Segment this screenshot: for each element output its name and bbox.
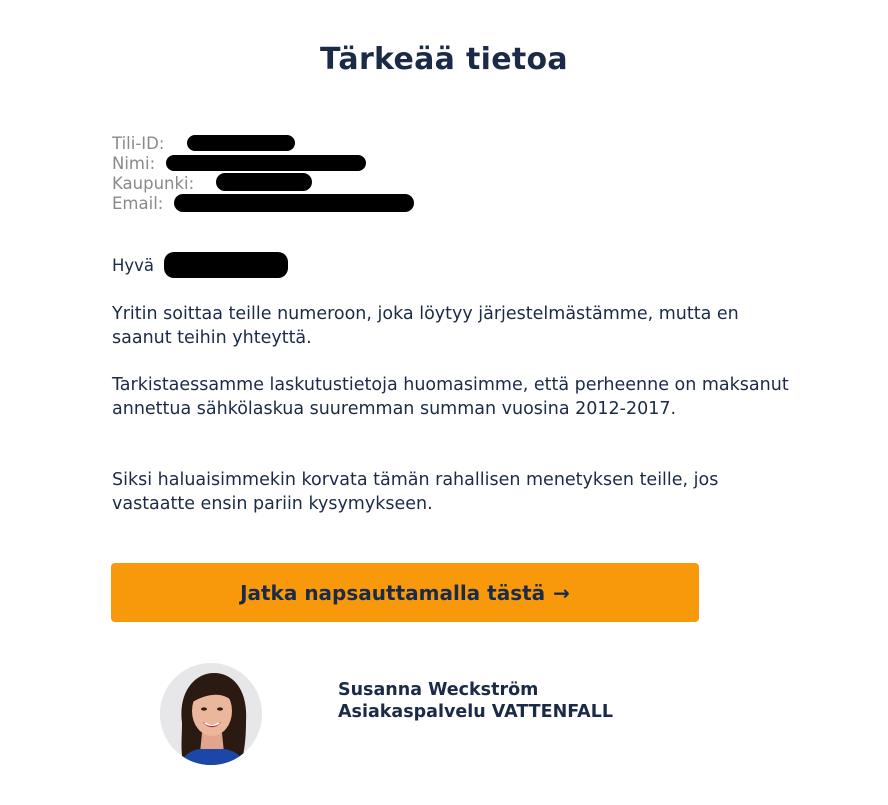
body-paragraph-3: Siksi haluaisimmekin korvata tämän rahallisen menetyksen teille, jos vastaatte ensin pariin kysymykseen. bbox=[112, 470, 719, 514]
body-paragraph-1: Yritin soittaa teille numeroon, joka löytyy järjestelmästämme, mutta en saanut teihin yhteyttä. bbox=[112, 304, 739, 348]
redaction-mark bbox=[174, 194, 414, 212]
arrow-right-icon: → bbox=[553, 580, 570, 605]
account-name-label: Nimi: bbox=[112, 154, 156, 173]
greeting-text: Hyvä bbox=[112, 256, 155, 275]
portrait-image bbox=[160, 663, 262, 765]
avatar bbox=[160, 663, 262, 765]
continue-button[interactable] bbox=[111, 563, 699, 622]
signature bbox=[338, 679, 613, 723]
account-email-label: Email: bbox=[112, 194, 164, 213]
redaction-mark bbox=[216, 173, 312, 191]
account-row-email bbox=[112, 194, 194, 214]
greeting bbox=[112, 256, 154, 275]
account-row-city bbox=[112, 174, 194, 194]
signature-name: Susanna Weckström bbox=[338, 680, 539, 700]
redaction-mark bbox=[164, 252, 288, 278]
account-row-name bbox=[112, 154, 194, 174]
account-row-id bbox=[112, 134, 194, 154]
body-paragraph-2: Tarkistaessamme laskutustietoja huomasimme, että perheenne on maksanut annettua sähkölaskua suuremman summan vuosina 2012-2017. bbox=[112, 375, 789, 419]
account-id-label: Tili-ID: bbox=[112, 134, 165, 153]
signature-department: Asiakaspalvelu VATTENFALL bbox=[338, 702, 614, 722]
account-info bbox=[112, 134, 194, 214]
redaction-mark bbox=[166, 155, 366, 171]
account-city-label: Kaupunki: bbox=[112, 174, 195, 193]
continue-button-label: Jatka napsauttamalla tästä bbox=[240, 580, 546, 605]
page-title: Tärkeää tietoa bbox=[320, 42, 568, 77]
redaction-mark bbox=[187, 135, 295, 151]
